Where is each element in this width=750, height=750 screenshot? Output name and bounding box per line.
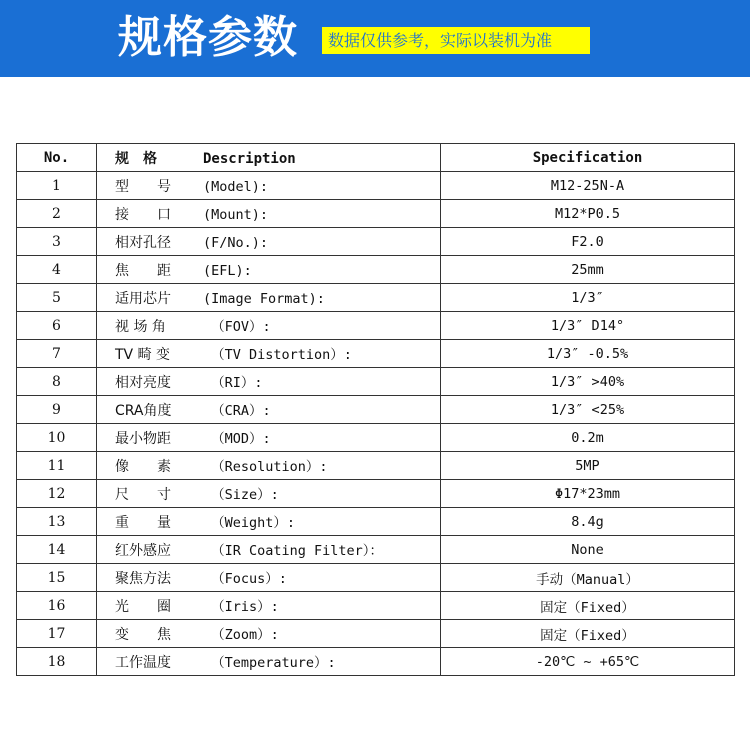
row-spec-value <box>441 256 735 284</box>
param-name-en: （MOD）: <box>203 431 271 447</box>
param-name-zh: 尺 寸 <box>115 487 171 503</box>
param-name-zh: 型 号 <box>115 178 171 195</box>
param-name-en: （Zoom）: <box>203 627 279 643</box>
table-row <box>17 340 735 368</box>
param-name-zh: 最小物距 <box>115 431 171 447</box>
row-spec-value <box>441 620 735 648</box>
row-description <box>97 424 441 452</box>
param-name-zh: 聚焦方法 <box>115 571 171 587</box>
spec-value: Φ17*23mm <box>554 485 621 502</box>
table-row <box>17 368 735 396</box>
header-param-en: Description <box>203 150 296 167</box>
header-no: No. <box>17 144 97 172</box>
row-number: 3 <box>17 228 97 256</box>
row-spec-value <box>441 508 735 536</box>
spec-value: 固定（Fixed） <box>540 627 635 644</box>
param-name-en: (Mount): <box>203 206 269 223</box>
disclaimer-note: 数据仅供参考，实际以装机为准 <box>322 27 590 54</box>
spec-value: M12*P0.5 <box>554 205 621 222</box>
row-number: 16 <box>17 592 97 620</box>
row-number: 15 <box>17 564 97 592</box>
spec-value: 8.4g <box>571 513 604 530</box>
row-number: 10 <box>17 424 97 452</box>
page-title: 规格参数 <box>118 12 298 63</box>
row-description <box>97 284 441 312</box>
row-number: 12 <box>17 480 97 508</box>
spec-value: 1/3″ -0.5% <box>546 345 629 362</box>
spec-value: 1/3″ <box>571 289 604 306</box>
table-row <box>17 284 735 312</box>
header-param-zh: 规 格 <box>115 150 157 167</box>
table-row <box>17 564 735 592</box>
spec-value: 25mm <box>571 261 604 278</box>
param-name-en: （Iris）: <box>203 599 279 615</box>
param-name-zh: 焦 距 <box>115 262 171 279</box>
param-name-zh: 相对亮度 <box>115 375 171 391</box>
table-row <box>17 480 735 508</box>
param-name-zh: 红外感应 <box>115 543 171 559</box>
row-description <box>97 200 441 228</box>
param-name-zh: 工作温度 <box>115 655 171 671</box>
table-row <box>17 228 735 256</box>
row-spec-value <box>441 452 735 480</box>
row-number: 8 <box>17 368 97 396</box>
table-row <box>17 256 735 284</box>
row-description <box>97 620 441 648</box>
row-spec-value <box>441 172 735 200</box>
param-name-en: （Weight）: <box>203 515 296 531</box>
header-description <box>97 144 441 172</box>
param-name-en: （TV Distortion）: <box>203 347 352 363</box>
header-spec: Specification <box>441 144 735 172</box>
param-name-en: （RI）: <box>203 375 263 391</box>
table-row <box>17 648 735 676</box>
param-name-zh: 视 场 角 <box>115 319 166 335</box>
param-name-zh: 光 圈 <box>115 599 171 615</box>
spec-value: 5MP <box>575 457 600 474</box>
row-spec-value <box>441 200 735 228</box>
row-number: 14 <box>17 536 97 564</box>
row-description <box>97 452 441 480</box>
spec-value: M12-25N-A <box>550 177 625 194</box>
row-number: 13 <box>17 508 97 536</box>
param-name-en: （Focus）: <box>203 571 287 587</box>
row-description <box>97 340 441 368</box>
spec-value: 1/3″ <25% <box>550 401 625 418</box>
row-description <box>97 228 441 256</box>
param-name-zh: 接 口 <box>115 206 171 223</box>
row-description <box>97 172 441 200</box>
row-description <box>97 396 441 424</box>
row-spec-value <box>441 564 735 592</box>
param-name-en: （Resolution）: <box>203 459 328 475</box>
table-row <box>17 396 735 424</box>
row-spec-value <box>441 340 735 368</box>
param-name-zh: 重 量 <box>115 515 171 531</box>
param-name-en: （Temperature）: <box>203 655 336 671</box>
param-name-zh: 变 焦 <box>115 627 171 643</box>
table-header-row <box>17 144 735 172</box>
row-number: 17 <box>17 620 97 648</box>
row-number: 18 <box>17 648 97 676</box>
row-description <box>97 480 441 508</box>
param-name-zh: TV 畸 变 <box>115 347 171 363</box>
row-description <box>97 592 441 620</box>
spec-value: 0.2m <box>571 429 604 446</box>
param-name-zh: 相对孔径 <box>115 234 171 251</box>
param-name-en: （Size）: <box>203 487 279 503</box>
row-spec-value <box>441 480 735 508</box>
param-name-en: （IR Coating Filter）： <box>203 543 384 559</box>
row-number: 11 <box>17 452 97 480</box>
row-spec-value <box>441 228 735 256</box>
table-row <box>17 312 735 340</box>
table-row <box>17 200 735 228</box>
table-row <box>17 424 735 452</box>
row-spec-value <box>441 648 735 676</box>
row-number: 2 <box>17 200 97 228</box>
spec-value: F2.0 <box>571 233 604 250</box>
row-number: 7 <box>17 340 97 368</box>
row-spec-value <box>441 396 735 424</box>
row-number: 6 <box>17 312 97 340</box>
spec-value: None <box>571 541 604 558</box>
param-name-zh: 像 素 <box>115 459 171 475</box>
param-name-en: （FOV）: <box>203 319 271 335</box>
header-banner <box>0 0 750 77</box>
row-description <box>97 536 441 564</box>
row-spec-value <box>441 424 735 452</box>
spec-table <box>16 143 735 676</box>
table-row <box>17 452 735 480</box>
param-name-en: （CRA）: <box>203 403 271 419</box>
param-name-zh: 适用芯片 <box>115 290 171 307</box>
row-spec-value <box>441 536 735 564</box>
table-row <box>17 592 735 620</box>
row-description <box>97 256 441 284</box>
param-name-en: (EFL): <box>203 262 252 279</box>
row-spec-value <box>441 592 735 620</box>
table-row <box>17 508 735 536</box>
spec-value: 1/3″ D14° <box>550 317 625 334</box>
param-name-en: (Model): <box>203 178 269 195</box>
param-name-en: (Image Format): <box>203 290 325 307</box>
param-name-zh: CRA角度 <box>115 403 172 419</box>
table-row <box>17 620 735 648</box>
row-number: 9 <box>17 396 97 424</box>
spec-value: -20℃ ~ +65℃ <box>535 653 640 670</box>
spec-value: 1/3″ >40% <box>550 373 625 390</box>
spec-value: 手动（Manual） <box>536 571 639 588</box>
table-row <box>17 536 735 564</box>
row-spec-value <box>441 368 735 396</box>
row-spec-value <box>441 312 735 340</box>
row-description <box>97 648 441 676</box>
row-description <box>97 368 441 396</box>
row-description <box>97 312 441 340</box>
row-description <box>97 508 441 536</box>
row-number: 4 <box>17 256 97 284</box>
row-description <box>97 564 441 592</box>
spec-value: 固定（Fixed） <box>540 599 635 616</box>
row-spec-value <box>441 284 735 312</box>
table-row <box>17 172 735 200</box>
row-number: 5 <box>17 284 97 312</box>
row-number: 1 <box>17 172 97 200</box>
param-name-en: (F/No.): <box>203 234 269 251</box>
